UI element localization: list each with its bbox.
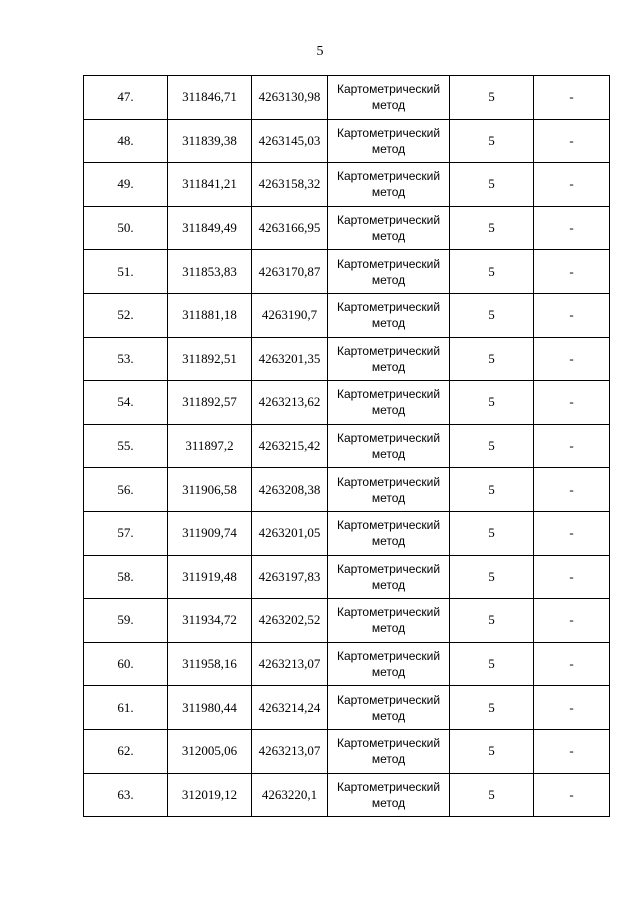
method-text: метод (371, 229, 406, 244)
method-text: Картометрический (336, 692, 441, 707)
table-row (84, 76, 610, 120)
cell-accuracy: 5 (450, 642, 534, 686)
method-text: Картометрический (336, 387, 441, 402)
table-row (84, 511, 610, 555)
cell-accuracy: 5 (450, 686, 534, 730)
method-text: метод (371, 272, 406, 287)
table-row (84, 773, 610, 817)
cell-point-number: 63. (84, 773, 168, 817)
method-text: метод (371, 752, 406, 767)
method-text: Картометрический (336, 736, 441, 751)
cell-method (328, 729, 450, 773)
table-row (84, 642, 610, 686)
cell-accuracy: 5 (450, 555, 534, 599)
cell-method (328, 424, 450, 468)
cell-method (328, 642, 450, 686)
method-text: Картометрический (336, 431, 441, 446)
table-row (84, 599, 610, 643)
cell-coordinate-x: 311897,2 (168, 424, 252, 468)
table-row (84, 293, 610, 337)
cell-coordinate-x: 311853,83 (168, 250, 252, 294)
cell-note: - (534, 511, 610, 555)
cell-note: - (534, 293, 610, 337)
cell-accuracy: 5 (450, 119, 534, 163)
cell-coordinate-y: 4263213,62 (252, 381, 328, 425)
cell-coordinate-x: 311892,51 (168, 337, 252, 381)
cell-coordinate-y: 4263215,42 (252, 424, 328, 468)
cell-accuracy: 5 (450, 293, 534, 337)
method-text: Картометрический (336, 343, 441, 358)
method-text: метод (371, 577, 406, 592)
cell-accuracy: 5 (450, 424, 534, 468)
cell-method (328, 250, 450, 294)
cell-note: - (534, 773, 610, 817)
cell-coordinate-x: 311881,18 (168, 293, 252, 337)
cell-point-number: 55. (84, 424, 168, 468)
cell-coordinate-x: 311958,16 (168, 642, 252, 686)
cell-coordinate-y: 4263201,35 (252, 337, 328, 381)
cell-note: - (534, 119, 610, 163)
method-text: метод (371, 141, 406, 156)
cell-coordinate-y: 4263190,7 (252, 293, 328, 337)
cell-coordinate-y: 4263166,95 (252, 206, 328, 250)
cell-coordinate-y: 4263220,1 (252, 773, 328, 817)
cell-coordinate-y: 4263197,83 (252, 555, 328, 599)
method-text: Картометрический (336, 605, 441, 620)
method-text: метод (371, 795, 406, 810)
cell-coordinate-x: 312005,06 (168, 729, 252, 773)
cell-method (328, 163, 450, 207)
method-text: метод (371, 447, 406, 462)
cell-accuracy: 5 (450, 511, 534, 555)
coordinates-table-body (84, 76, 610, 817)
method-text: Картометрический (336, 82, 441, 97)
method-text: метод (371, 403, 406, 418)
cell-method (328, 599, 450, 643)
method-text: Картометрический (336, 518, 441, 533)
cell-note: - (534, 555, 610, 599)
cell-point-number: 62. (84, 729, 168, 773)
table-row (84, 337, 610, 381)
cell-method (328, 555, 450, 599)
cell-coordinate-x: 311980,44 (168, 686, 252, 730)
cell-method (328, 76, 450, 120)
method-text: метод (371, 98, 406, 113)
cell-note: - (534, 642, 610, 686)
cell-coordinate-y: 4263170,87 (252, 250, 328, 294)
cell-coordinate-y: 4263213,07 (252, 729, 328, 773)
cell-note: - (534, 686, 610, 730)
table-row (84, 468, 610, 512)
method-text: Картометрический (336, 213, 441, 228)
cell-note: - (534, 424, 610, 468)
cell-accuracy: 5 (450, 337, 534, 381)
cell-method (328, 511, 450, 555)
cell-coordinate-x: 311839,38 (168, 119, 252, 163)
cell-method (328, 206, 450, 250)
method-text: метод (371, 665, 406, 680)
cell-accuracy: 5 (450, 773, 534, 817)
cell-method (328, 119, 450, 163)
cell-accuracy: 5 (450, 599, 534, 643)
method-text: Картометрический (336, 649, 441, 664)
cell-coordinate-x: 311841,21 (168, 163, 252, 207)
cell-note: - (534, 206, 610, 250)
cell-note: - (534, 163, 610, 207)
cell-accuracy: 5 (450, 250, 534, 294)
cell-accuracy: 5 (450, 381, 534, 425)
cell-point-number: 50. (84, 206, 168, 250)
cell-point-number: 61. (84, 686, 168, 730)
cell-point-number: 58. (84, 555, 168, 599)
cell-coordinate-y: 4263130,98 (252, 76, 328, 120)
cell-note: - (534, 468, 610, 512)
cell-point-number: 48. (84, 119, 168, 163)
method-text: Картометрический (336, 125, 441, 140)
cell-note: - (534, 381, 610, 425)
cell-coordinate-x: 311846,71 (168, 76, 252, 120)
cell-method (328, 381, 450, 425)
cell-method (328, 293, 450, 337)
method-text: Картометрический (336, 779, 441, 794)
table-row (84, 163, 610, 207)
cell-point-number: 49. (84, 163, 168, 207)
method-text: Картометрический (336, 169, 441, 184)
cell-method (328, 773, 450, 817)
cell-coordinate-x: 312019,12 (168, 773, 252, 817)
cell-coordinate-x: 311934,72 (168, 599, 252, 643)
cell-coordinate-y: 4263214,24 (252, 686, 328, 730)
cell-note: - (534, 599, 610, 643)
cell-coordinate-y: 4263202,52 (252, 599, 328, 643)
cell-method (328, 468, 450, 512)
coordinates-table (83, 75, 610, 817)
table-row (84, 555, 610, 599)
method-text: метод (371, 621, 406, 636)
table-row (84, 250, 610, 294)
cell-note: - (534, 250, 610, 294)
page-number: 5 (316, 44, 324, 59)
cell-accuracy: 5 (450, 76, 534, 120)
cell-point-number: 59. (84, 599, 168, 643)
cell-note: - (534, 337, 610, 381)
cell-point-number: 56. (84, 468, 168, 512)
cell-note: - (534, 729, 610, 773)
cell-coordinate-x: 311919,48 (168, 555, 252, 599)
method-text: метод (371, 534, 406, 549)
method-text: Картометрический (336, 256, 441, 271)
cell-point-number: 53. (84, 337, 168, 381)
table-row (84, 119, 610, 163)
table-row (84, 206, 610, 250)
method-text: метод (371, 316, 406, 331)
method-text: метод (371, 185, 406, 200)
table-row (84, 424, 610, 468)
cell-accuracy: 5 (450, 468, 534, 512)
cell-point-number: 54. (84, 381, 168, 425)
cell-coordinate-x: 311909,74 (168, 511, 252, 555)
cell-note: - (534, 76, 610, 120)
cell-method (328, 337, 450, 381)
method-text: метод (371, 490, 406, 505)
cell-coordinate-y: 4263213,07 (252, 642, 328, 686)
table-row (84, 729, 610, 773)
cell-coordinate-y: 4263208,38 (252, 468, 328, 512)
method-text: метод (371, 359, 406, 374)
method-text: Картометрический (336, 561, 441, 576)
cell-coordinate-x: 311892,57 (168, 381, 252, 425)
cell-coordinate-y: 4263158,32 (252, 163, 328, 207)
cell-coordinate-x: 311906,58 (168, 468, 252, 512)
cell-point-number: 52. (84, 293, 168, 337)
cell-coordinate-y: 4263145,03 (252, 119, 328, 163)
method-text: Картометрический (336, 300, 441, 315)
cell-point-number: 47. (84, 76, 168, 120)
cell-coordinate-x: 311849,49 (168, 206, 252, 250)
cell-point-number: 51. (84, 250, 168, 294)
cell-accuracy: 5 (450, 206, 534, 250)
cell-accuracy: 5 (450, 729, 534, 773)
cell-accuracy: 5 (450, 163, 534, 207)
cell-method (328, 686, 450, 730)
cell-point-number: 60. (84, 642, 168, 686)
table-row (84, 686, 610, 730)
cell-coordinate-y: 4263201,05 (252, 511, 328, 555)
cell-point-number: 57. (84, 511, 168, 555)
method-text: метод (371, 708, 406, 723)
table-row (84, 381, 610, 425)
method-text: Картометрический (336, 474, 441, 489)
